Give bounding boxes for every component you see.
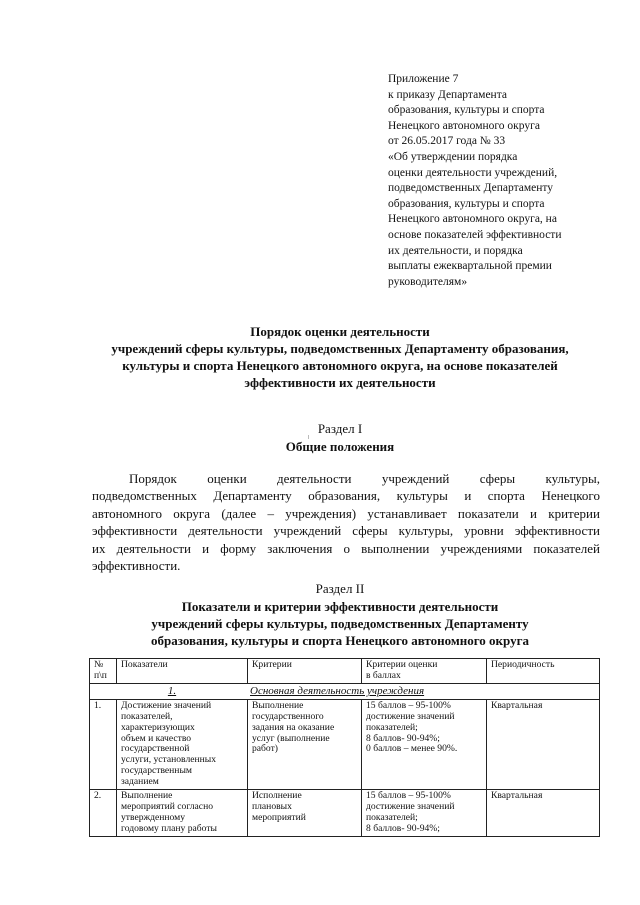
paragraph-word: культуры,: [398, 523, 454, 539]
header-cell-criteria: [248, 659, 362, 684]
title-line: эффективности их деятельности: [244, 375, 436, 390]
appendix-line: Ненецкого автономного округа, на: [388, 213, 557, 226]
paragraph-word: подведомственных: [92, 488, 197, 504]
cell-line: задания на оказание: [252, 721, 335, 733]
header-line: Критерии оценки: [366, 659, 438, 670]
cell-line: достижение значений: [366, 710, 455, 722]
paragraph-word: эффективности: [514, 523, 600, 539]
title-line: учреждений сферы культуры, подведомственных Департаменту образования,: [111, 341, 569, 356]
paragraph-word: сферы: [352, 523, 388, 539]
cell-line: 0 баллов – менее 90%.: [366, 743, 458, 755]
paragraph-word: показатели: [457, 505, 519, 521]
paragraph-line: [92, 557, 600, 574]
cell-line: услуг (выполнение: [252, 732, 330, 744]
paragraph-word: деятельности: [277, 471, 352, 486]
title-line: Порядок оценки деятельности: [250, 324, 430, 339]
table-row: [90, 790, 600, 837]
appendix-line: подведомственных Департаменту: [388, 182, 554, 195]
cell-line: 8 баллов- 90-94%;: [366, 732, 440, 744]
section-row-number: 1.: [167, 684, 177, 697]
cell-line: работ): [252, 743, 278, 755]
cell-line: объем и качество: [121, 732, 192, 744]
cell-line: показателей;: [366, 721, 418, 733]
paragraph-word: учреждения): [285, 505, 357, 521]
paragraph-word: Порядок: [129, 471, 177, 486]
cell-line: мероприятий согласно: [121, 800, 213, 812]
paragraph-word: культуры,: [545, 471, 600, 486]
title-line: культуры и спорта Ненецкого автономного округа, на основе показателей: [122, 358, 558, 373]
paragraph-word: учреждений: [273, 523, 342, 539]
document-title: [80, 323, 600, 391]
header-line: п\п: [94, 669, 107, 681]
paragraph-word: заключения: [267, 540, 333, 556]
cell-line: Исполнение: [252, 790, 302, 802]
paragraph-line: [92, 522, 600, 539]
paragraph-word: культуры: [396, 488, 448, 504]
cell-line: Достижение значений: [121, 699, 212, 711]
cell-period: Квартальная: [487, 699, 600, 789]
section-1-number: Раздел I: [317, 421, 363, 436]
paragraph-line: [92, 505, 600, 522]
paragraph-word: автономного: [92, 505, 162, 521]
paragraph-word: округа: [173, 505, 211, 521]
cell-criteria: [248, 790, 362, 837]
paragraph-word: Департаменту: [213, 488, 292, 504]
cell-line: 15 баллов – 95-100%: [366, 790, 451, 802]
appendix-line: «Об утверждении порядка: [388, 150, 518, 163]
cell-criteria: [248, 699, 362, 789]
section-2-heading-line: образования, культуры и спорта Ненецкого автономного округа: [150, 633, 529, 648]
paragraph-word: и: [464, 488, 472, 504]
appendix-line: их деятельности, и порядка: [388, 244, 523, 257]
cell-line: государственной: [121, 743, 190, 755]
cell-line: заданием: [121, 776, 159, 788]
appendix-line: руководителям»: [388, 275, 468, 288]
appendix-block: [388, 72, 610, 290]
header-line: в баллах: [366, 669, 401, 681]
paragraph-word: форму: [220, 540, 257, 556]
paragraph-line: [92, 470, 600, 487]
cell-line: 8 баллов- 90-94%;: [366, 822, 440, 834]
header-line: Периодичность: [491, 659, 555, 670]
section-row-name: Основная деятельность учреждения: [250, 684, 425, 697]
header-cell-indicators: [117, 659, 248, 684]
header-cell-number: [90, 659, 117, 684]
cell-line: годовому плану работы: [121, 822, 217, 834]
paragraph-word: Ненецкого: [541, 488, 600, 504]
paragraph-word: устанавливает: [367, 505, 447, 521]
section-2-heading: [80, 598, 600, 649]
cell-number: 1.: [90, 699, 117, 789]
paragraph-line: [92, 487, 600, 504]
paragraph-word: эффективности: [92, 523, 178, 539]
cell-line: государственным: [121, 765, 192, 777]
cell-number: 2.: [90, 790, 117, 837]
paragraph-word: выполнении: [361, 540, 430, 556]
appendix-line: от 26.05.2017 года № 33: [388, 135, 506, 148]
appendix-line: выплаты ежеквартальной премии: [388, 260, 552, 273]
paragraph-word: деятельности: [188, 523, 263, 539]
header-cell-period: [487, 659, 600, 684]
criteria-table: [89, 658, 600, 837]
table-header-row: [90, 659, 600, 684]
paragraph-word: деятельности: [116, 540, 191, 556]
header-cell-scores: [362, 659, 487, 684]
paragraph-word: учреждениями: [440, 540, 523, 556]
appendix-line: к приказу Департамента: [388, 88, 507, 101]
section-1-paragraph: [92, 470, 600, 574]
paragraph-word: и: [530, 505, 537, 521]
table-section-row: [90, 683, 600, 699]
paragraph-word: о: [343, 540, 350, 556]
header-line: Показатели: [121, 659, 168, 670]
paragraph-word: критерии: [548, 505, 600, 521]
cell-indicator: [117, 699, 248, 789]
appendix-line: оценки деятельности учреждений,: [388, 166, 558, 179]
cell-scores: [362, 699, 487, 789]
cell-line: 15 баллов – 95-100%: [366, 699, 451, 711]
header-line: Критерии: [252, 659, 292, 670]
cell-line: мероприятий: [252, 811, 306, 823]
paragraph-word: уровни: [464, 523, 504, 539]
cell-period: Квартальная: [487, 790, 600, 837]
paragraph-word: учреждений: [381, 471, 450, 486]
cell-scores: [362, 790, 487, 837]
cell-line: утвержденному: [121, 811, 186, 823]
table-row: [90, 699, 600, 789]
section-row-cell: [90, 683, 600, 699]
cell-line: показателей,: [121, 710, 173, 722]
cell-line: показателей;: [366, 811, 418, 823]
cell-line: государственного: [252, 710, 324, 722]
cell-line: Выполнение: [121, 790, 173, 802]
paragraph-line: [92, 540, 600, 557]
cell-line: характеризующих: [121, 721, 195, 733]
section-1-heading: [80, 438, 600, 455]
paragraph-word: спорта: [487, 488, 525, 504]
paragraph-word: показателей: [533, 540, 600, 556]
paragraph-word: –: [267, 505, 274, 521]
appendix-line: образования, культуры и спорта: [388, 104, 545, 117]
cell-line: плановых: [252, 800, 292, 812]
paragraph-word: (далее: [221, 505, 257, 521]
paragraph-word: эффективности.: [92, 558, 181, 574]
appendix-line: Приложение 7: [388, 73, 459, 85]
header-line: №: [94, 659, 104, 670]
paragraph-word: образования,: [308, 488, 381, 504]
section-2-number: Раздел II: [315, 581, 365, 596]
section-2-heading-line: учреждений сферы культуры, подведомственных Департаменту: [151, 616, 529, 631]
appendix-line: образования, культуры и спорта: [388, 197, 545, 210]
cell-line: достижение значений: [366, 800, 455, 812]
appendix-line: Ненецкого автономного округа: [388, 119, 540, 132]
section-2-heading-line: Показатели и критерии эффективности деятельности: [181, 599, 499, 614]
cell-line: Выполнение: [252, 699, 304, 711]
paragraph-word: сферы: [479, 471, 516, 486]
cell-line: услуги, установленных: [121, 754, 217, 766]
paragraph-word: оценки: [207, 471, 247, 486]
section-1-heading-text: Общие положения: [285, 439, 395, 454]
paragraph-word: и: [202, 540, 210, 556]
cell-indicator: [117, 790, 248, 837]
appendix-line: основе показателей эффективности: [388, 228, 562, 241]
paragraph-word: их: [92, 540, 106, 556]
